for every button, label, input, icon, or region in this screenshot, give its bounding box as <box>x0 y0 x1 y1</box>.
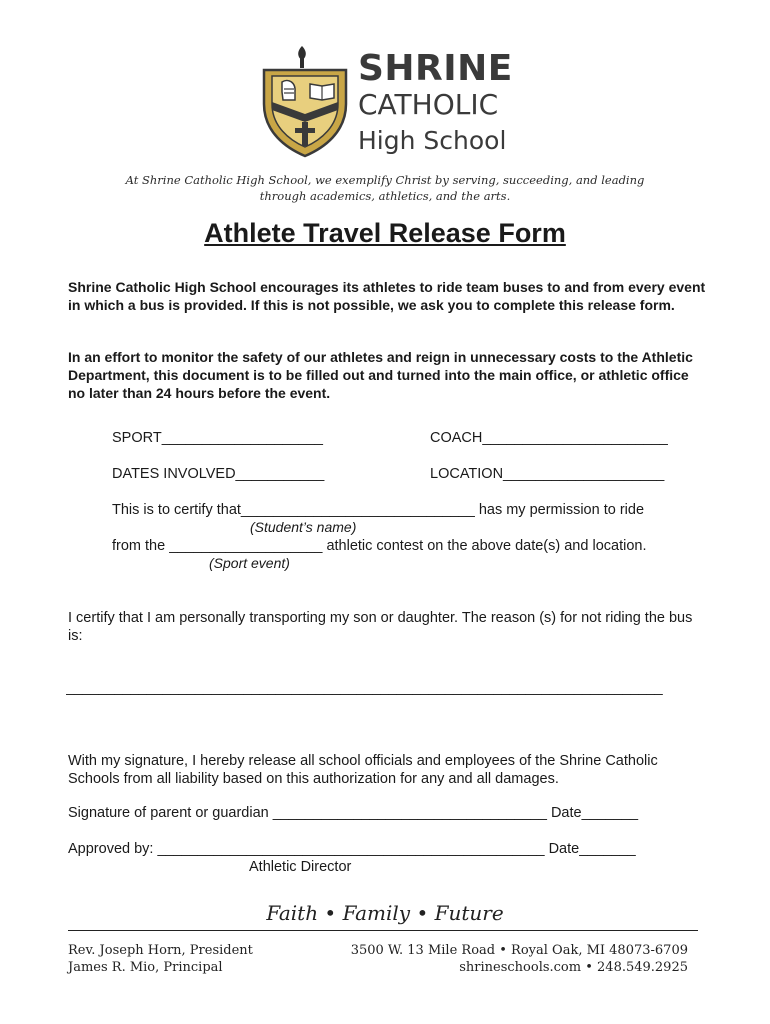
footer-address: 3500 W. 13 Mile Road • Royal Oak, MI 48073-6709 <box>350 943 688 958</box>
sport-field[interactable]: SPORT____________________ <box>112 430 323 446</box>
motto: Faith • Family • Future <box>266 901 504 925</box>
certify-student-field[interactable]: This is to certify that_____________________________ has my permission to ride <box>112 502 645 518</box>
location-field[interactable]: LOCATION____________________ <box>430 466 665 482</box>
release-statement: With my signature, I hereby release all school officials and employees of the Shrine Catholic Schools from all liability based on this authorization for any and all damages. <box>68 753 658 787</box>
mission-statement <box>0 172 770 204</box>
transport-statement: I certify that I am personally transporting my son or daughter. The reason (s) for not riding the bus is: <box>68 610 693 644</box>
dates-involved-field[interactable]: DATES INVOLVED___________ <box>112 466 325 482</box>
footer-website-phone: shrineschools.com • 248.549.2925 <box>459 960 688 975</box>
footer-divider <box>68 930 698 931</box>
reason-line[interactable]: __________________________________________________________________________ <box>66 680 663 696</box>
intro-paragraph-1: Shrine Catholic High School encourages its athletes to ride team buses to and from every event in which a bus is provided. If this is not possible, we ask you to complete this release form. <box>68 279 706 313</box>
footer-president: Rev. Joseph Horn, President <box>68 943 253 958</box>
coach-field[interactable]: COACH_______________________ <box>430 430 668 446</box>
intro-paragraph-2: In an effort to monitor the safety of our athletes and reign in unnecessary costs to the Athletic Department, this document is to be filled out and turned into the main office, or athletic office no later than 24 hours before the event. <box>68 349 693 401</box>
footer-contact <box>351 942 688 976</box>
form-title: Athlete Travel Release Form <box>204 218 566 248</box>
school-name-line3: High School <box>358 126 507 155</box>
footer-principal: James R. Mio, Principal <box>68 960 223 975</box>
mission-line-1: At Shrine Catholic High School, we exemplify Christ by serving, succeeding, and leading <box>125 173 645 187</box>
crest-icon <box>258 44 358 162</box>
student-name-note: (Student’s name) <box>250 519 357 535</box>
sport-event-note: (Sport event) <box>209 555 290 571</box>
school-name-line1: SHRINE <box>358 48 513 89</box>
school-name-line2: CATHOLIC <box>358 88 499 121</box>
footer-staff <box>68 942 253 976</box>
approved-by-field[interactable]: Approved by: ________________________________________________ Date_______ <box>68 841 636 857</box>
parent-signature-field[interactable]: Signature of parent or guardian __________________________________ Date_______ <box>68 805 639 821</box>
sport-event-field[interactable]: from the ___________________ athletic contest on the above date(s) and location. <box>112 538 647 554</box>
mission-line-2: through academics, athletics, and the arts. <box>259 189 511 203</box>
athletic-director-label: Athletic Director <box>249 859 352 875</box>
